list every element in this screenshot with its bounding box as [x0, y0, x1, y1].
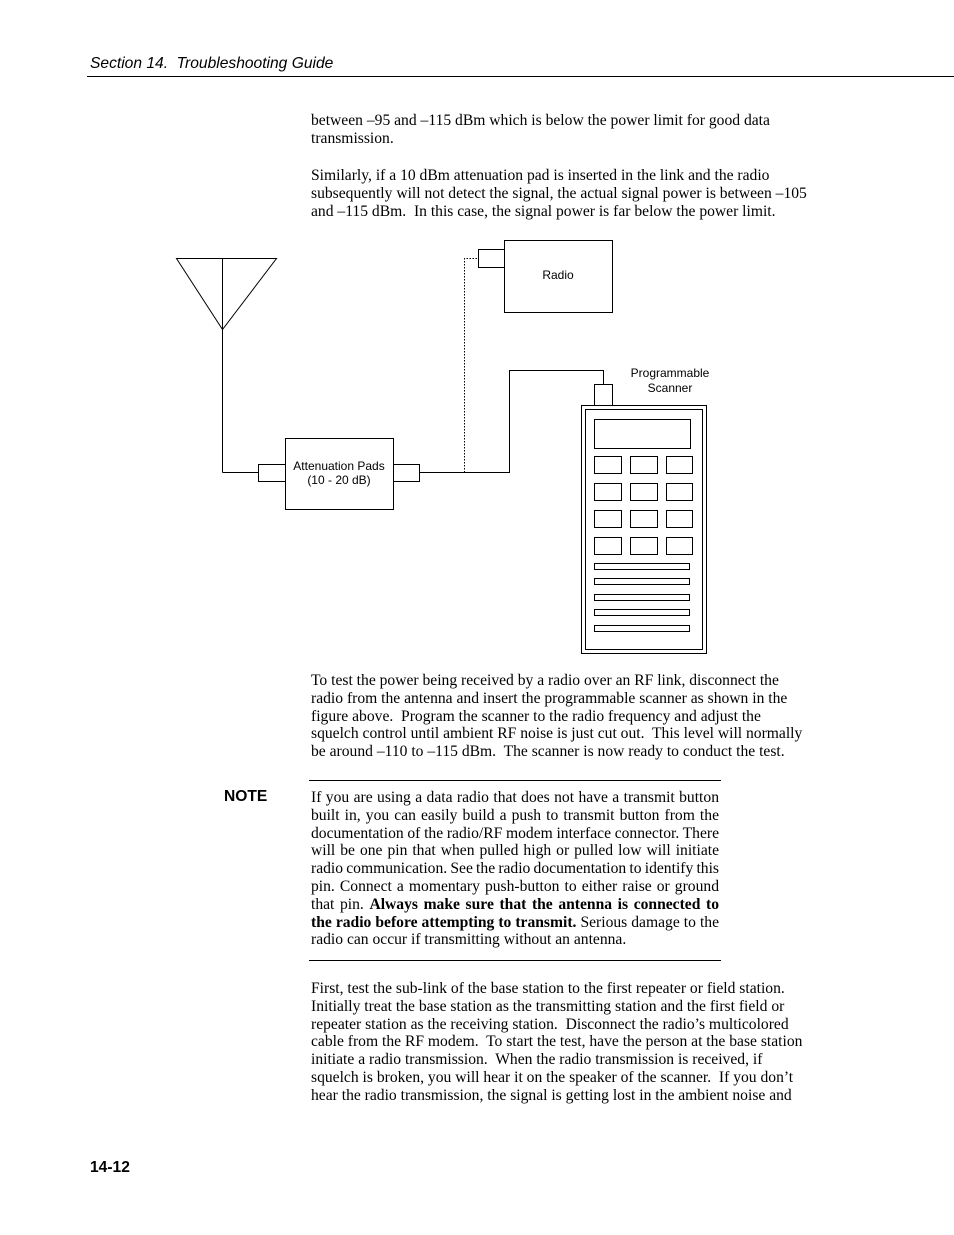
paragraph-line: subsequently will not detect the signal, the actual signal power is between –105: [311, 184, 807, 202]
attenuation-range-label: (10 - 20 dB): [307, 473, 371, 487]
antenna-triangle: [177, 259, 277, 330]
paragraph-line: between –95 and –115 dBm which is below the power limit for good data: [311, 112, 770, 129]
paragraph-line: repeater station as the receiving station. Disconnect the radio’s multicolored: [311, 1015, 789, 1033]
scanner-display: [595, 420, 691, 449]
scanner-body-outer: [582, 406, 707, 654]
scanner-body-inner: [586, 410, 703, 650]
paragraph-line: To test the power being received by a radio over an RF link, disconnect the: [311, 672, 779, 689]
paragraph-line: and –115 dBm. In this case, the signal power is far below the power limit.: [311, 202, 776, 220]
note-line: [311, 914, 719, 932]
scanner-label-line2: Scanner: [647, 381, 693, 395]
radio-label: Radio: [542, 268, 574, 282]
scanner-key: [631, 484, 658, 501]
scanner-key: [595, 511, 622, 528]
attenuation-pad-paragraph: [311, 167, 807, 220]
sub-link-test-paragraph: [311, 980, 802, 1105]
note-text: built in, you can easily build a push to transmit button from the: [311, 806, 719, 824]
note-text: pin. Connect a momentary push-button to either raise or ground: [311, 877, 719, 895]
note-warning-text: the radio before attempting to transmit.: [311, 913, 577, 931]
scanner-label-line1: Programmable: [630, 366, 710, 380]
scanner-cable: [420, 371, 604, 473]
note-text: radio communication. See the radio documentation to identify this: [311, 860, 719, 878]
radio: [479, 241, 613, 313]
note-line: [311, 789, 719, 807]
paragraph-line: be around –110 to –115 dBm. The scanner is now ready to conduct the test.: [311, 743, 785, 761]
scanner-key: [667, 484, 693, 501]
scanner-key: [595, 484, 622, 501]
scanner-speaker-slot: [595, 610, 690, 616]
paragraph-line: squelch control until ambient RF noise is just cut out. This level will normally: [311, 725, 803, 743]
scanner-key: [631, 457, 658, 474]
page-number: 14-12: [90, 1159, 130, 1176]
note-text: If you are using a data radio that does not have a transmit button: [311, 789, 719, 806]
attenuation-output-connector: [394, 465, 420, 482]
scanner-key: [631, 511, 658, 528]
scanner-speaker-slot: [595, 564, 690, 570]
note-label: NOTE: [224, 788, 268, 805]
scanner-connector: [595, 385, 613, 406]
attenuation-input-connector: [259, 465, 286, 482]
scanner-key: [667, 511, 693, 528]
note-body: [311, 789, 719, 949]
radio-connector: [479, 250, 505, 268]
note-line: [311, 842, 719, 860]
paragraph-line: Initially treat the base station as the transmitting station and the first field or: [311, 997, 785, 1015]
signal-power-paragraph: [311, 112, 770, 148]
note-text: will be one pin that when pulled high or pulled low will initiate: [311, 842, 719, 860]
paragraph-line: figure above. Program the scanner to the radio frequency and adjust the: [311, 707, 761, 725]
paragraph-line: cable from the RF modem. To start the test, have the person at the base station: [311, 1033, 803, 1051]
paragraph-line: squelch is broken, you will hear it on the speaker of the scanner. If you don’t: [311, 1068, 794, 1086]
paragraph-line: First, test the sub-link of the base station to the first repeater or field station.: [311, 980, 785, 997]
note-bottom-rule: [309, 960, 721, 961]
attenuation-pads-label: Attenuation Pads: [293, 459, 385, 473]
note-line: [311, 860, 719, 878]
radio-disconnected-cable: [465, 259, 479, 473]
attenuation-pads: [259, 439, 420, 510]
paragraph-line: radio from the antenna and insert the programmable scanner as shown in the: [311, 689, 788, 707]
note-text: documentation of the radio/RF modem interface connector. There: [311, 824, 719, 842]
note-line: [311, 825, 719, 843]
note-top-rule: [309, 780, 721, 781]
paragraph-line: hear the radio transmission, the signal is getting lost in the ambient noise and: [311, 1086, 792, 1104]
paragraph-line: initiate a radio transmission. When the radio transmission is received, if: [311, 1051, 763, 1069]
paragraph-line: Similarly, if a 10 dBm attenuation pad is inserted in the link and the radio: [311, 167, 770, 184]
note-line: [311, 931, 719, 949]
note-line: [311, 896, 719, 914]
scanner-speaker-slot: [595, 626, 690, 632]
note-line: [311, 878, 719, 896]
scanner-key: [595, 457, 622, 474]
paragraph-line: transmission.: [311, 129, 394, 147]
scanner-key: [631, 538, 658, 555]
note-warning-text: Always make sure that the antenna is connected to: [369, 895, 719, 913]
note-line: [311, 807, 719, 825]
scanner-setup-paragraph: [311, 672, 802, 761]
scanner-key: [595, 538, 622, 555]
note-text: Serious damage to the: [576, 913, 719, 931]
section-header-title: Section 14. Troubleshooting Guide: [90, 55, 334, 72]
scanner-key: [667, 457, 693, 474]
scanner-key: [667, 538, 693, 555]
scanner-speaker-slot: [595, 595, 690, 601]
header-rule: [87, 76, 954, 77]
note-text: that pin.: [311, 895, 370, 913]
test-setup-diagram: [170, 232, 715, 660]
scanner-speaker-slot: [595, 579, 690, 585]
antenna: [177, 259, 277, 473]
note-text: radio can occur if transmitting without an antenna.: [311, 931, 627, 949]
programmable-scanner: [582, 366, 710, 654]
